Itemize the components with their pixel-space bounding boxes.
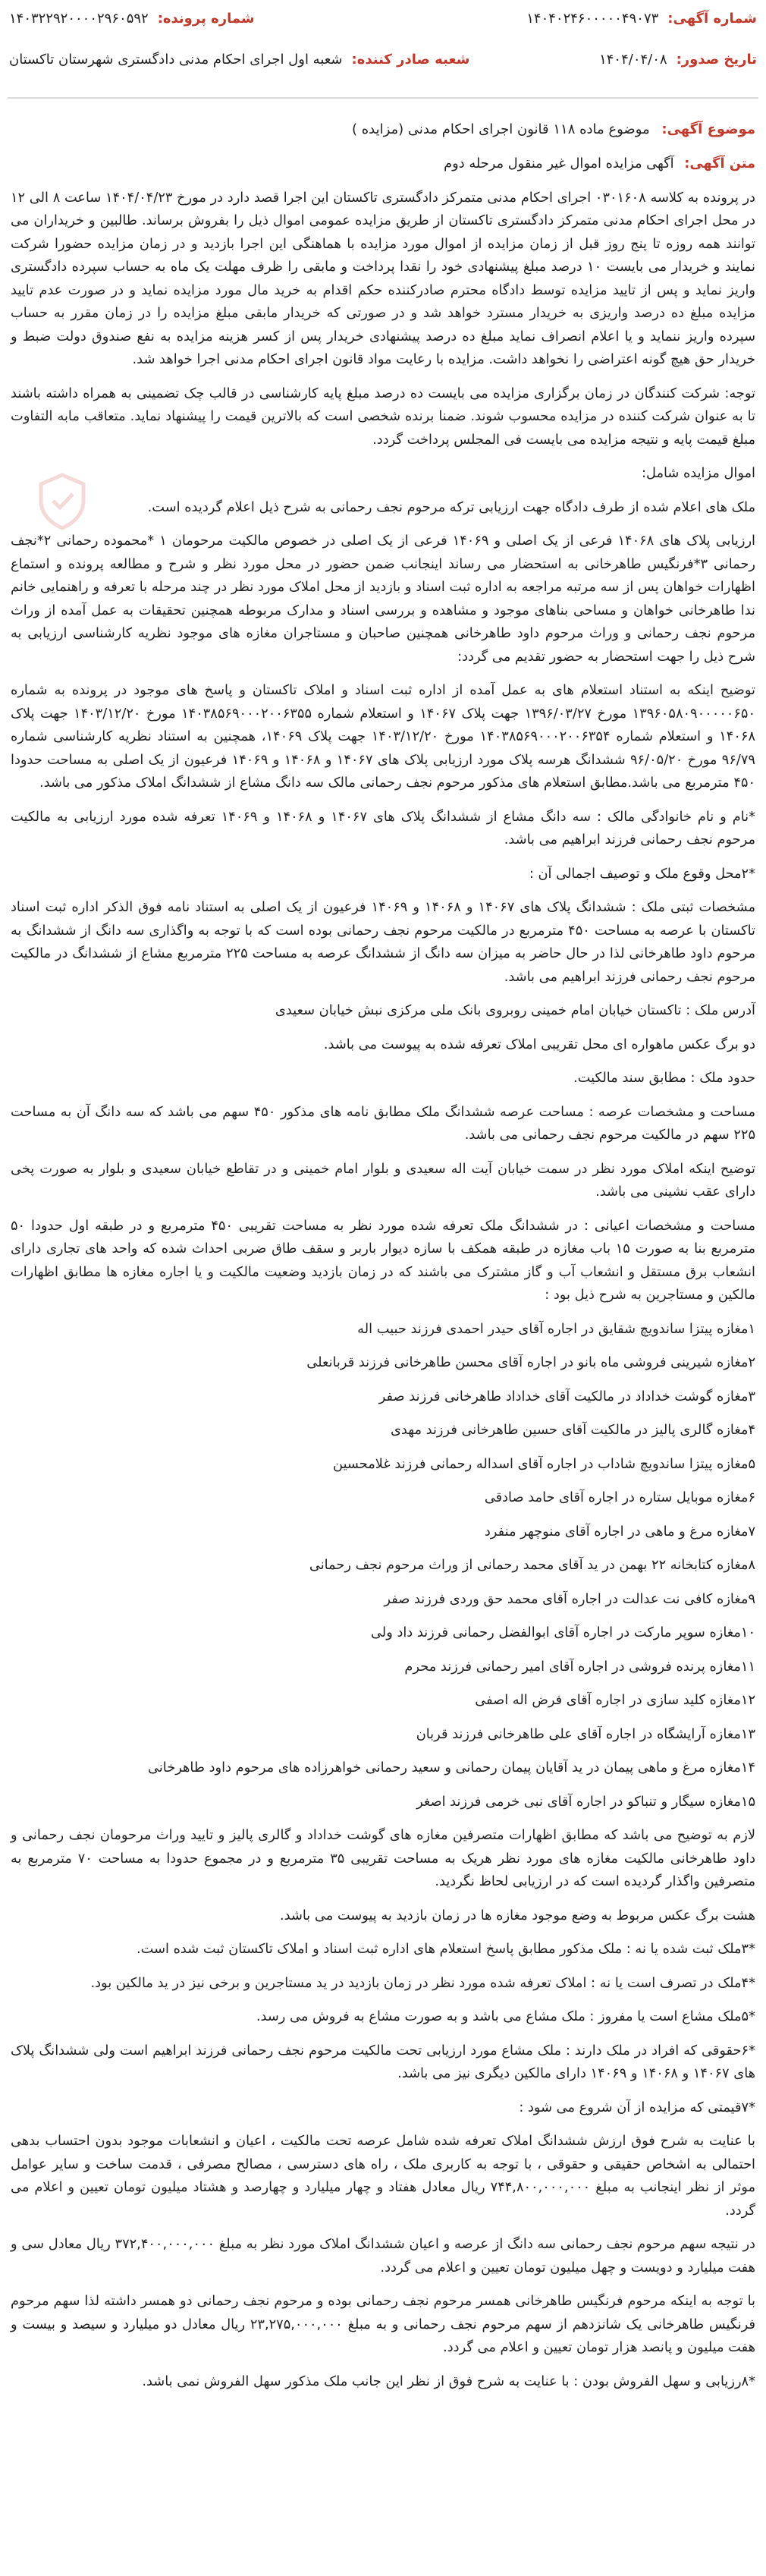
paragraph: مساحت و مشخصات اعیانی : در ششدانگ ملک تعرفه شده مورد نظر به مساحت تقریبی ۴۵۰ مترمربع و در طبقه اول حدودا ۵۰ مترمربع بنا به صورت ۱۵ باب مغازه در طبقه همکف با سازه دیوار باربر و سقف طاق ضربی احداث شده که واحد های تجاری دارای انشعاب برق مستقل و انشعاب آب و گاز مشترک می باشند که در زمان بازدید وضعیت مالکیت و یا اجاره مغازه ها مطابق اظهارات مالکین و مستاجرین به شرح ذیل بود :: [11, 1217, 755, 1303]
ad-title: آگهی مزایده اموال غیر منقول مرحله دوم: [444, 156, 674, 171]
paragraph: *۳ملک ثبت شده یا نه : ملک مذکور مطابق پاسخ استعلام های اداره ثبت اسناد و املاک تاکستان ثبت شده است.: [137, 1941, 755, 1957]
paragraph: *نام و نام خانوادگی مالک : سه دانگ مشاع از ششدانگ پلاک های ۱۴۰۶۷ و ۱۴۰۶۸ و ۱۴۰۶۹ تعرفه شده مورد ارزیابی به مالکیت مرحوم نجف رحمانی فرزند ابراهیم می باشد.: [11, 808, 755, 848]
issuer-label: شعبه صادر کننده:: [351, 52, 470, 68]
paragraph: *۴ملک در تصرف است یا نه : املاک تعرفه شده مورد نظر در زمان بازدید در ید مستاجرین و برخی نیز در ید مالکین بود.: [90, 1974, 755, 1991]
ad-header: [9, 0, 757, 93]
issuer: [9, 52, 469, 68]
ad-number: [526, 11, 757, 27]
shop-item: ۹مغازه کافی نت عدالت در اجاره آقای محمد حق وردی فرزند صفر: [384, 1590, 755, 1607]
paragraph: ملک های اعلام شده از طرف دادگاه جهت ارزیابی ترکه مرحوم نجف رحمانی به شرح ذیل اعلام گردیده است.: [147, 499, 755, 515]
paragraph: هشت برگ عکس مربوط به وضع موجود مغازه ها در زمان بازدید به پیوست می باشد.: [279, 1907, 755, 1923]
shop-list: [11, 1318, 755, 1814]
paragraph: *۶حقوقی که افراد در ملک دارند : ملک مشاع مورد ارزیابی تحت مالکیت مرحوم نجف رحمانی فرزند ابراهیم است ولی ششدانگ پلاک های ۱۴۰۶۷ و ۱۴۰۶۸ و ۱۴۰۶۹ دارای مالکین دیگری نیز می باشد.: [11, 2042, 755, 2081]
paragraph: در پرونده به کلاسه ۰۳۰۱۶۰۸ اجرای احکام مدنی متمرکز دادگستری تاکستان این اجرا قصد دارد در مورخ ۱۴۰۴/۰۴/۲۳ ساعت ۸ الی ۱۲ در محل اجرای احکام مدنی متمرکز دادگستری تاکستان از طریق مزایده عمومی اموال ذیل را بفروش برساند. طالبین و خریداران می توانند همه روزه تا پنج روز قبل از زمان مزایده از اموال مورد مزایده با هماهنگی این اجرا بازدید و در زمان مزایده حضورا شرکت نمایند و خریدار می بایست ۱۰ درصد مبلغ پیشنهادی خود را نقدا پرداخت و مابقی را ظرف مهلت یک ماه به حساب سپرده دادگستری واریز نماید و پس از تایید مزایده توسط دادگاه محترم صادرکننده حکم اقدام به خرید مال مورد مزایده نماید و در صورت عدم تایید مزایده مبلغ ده درصد واریزی به خریدار مسترد خواهد شد و در صورتی که خریدار مابقی مبلغ مزایده را در زمان مقرر به حساب سپرده واریز ننماید و یا اعلام انصراف نماید مبلغ ده درصد پیشنهادی خریدار پس از کسر هزینه مزایده به نفع صندوق دولت ضبط و خریدار حق هیچ گونه اعتراضی را نخواهد داشت. مزایده با رعایت مواد قانون اجرای احکام مدنی اجرا خواهد شد.: [11, 189, 755, 367]
case-number: [9, 11, 255, 27]
shop-item: ۱مغازه پیتزا ساندویچ شقایق در اجاره آقای حیدر احمدی فرزند حبیب اله: [357, 1320, 755, 1337]
shop-item: ۱۱مغازه پرنده فروشی در اجاره آقای امیر رحمانی فرزند محرم: [404, 1658, 755, 1675]
ad-body: [11, 153, 755, 2393]
header-row-2: [9, 52, 757, 93]
paragraph: *۲محل وقوع ملک و توصیف اجمالی آن :: [529, 865, 755, 882]
subject-value: موضوع ماده ۱۱۸ قانون اجرای احکام مدنی (مزایده ): [351, 121, 650, 137]
ad-number-label: شماره آگهی:: [667, 11, 757, 27]
shop-item: ۲مغازه شیرینی فروشی ماه بانو در اجاره آقای محسن طاهرخانی فرزند قربانعلی: [306, 1354, 755, 1370]
shop-item: ۳مغازه گوشت خداداد در مالکیت آقای خداداد طاهرخانی فرزند صفر: [378, 1388, 755, 1404]
paragraph: اموال مزایده شامل:: [642, 465, 755, 481]
shop-item: ۱۰مغازه سوپر مارکت در اجاره آقای ابوالفضل رحمانی فرزند داد ولی: [370, 1625, 755, 1640]
watermark-icon: [32, 470, 93, 531]
header-divider: [8, 97, 758, 99]
ad-number-value: ۱۴۰۴۰۲۴۶۰۰۰۰۰۴۹۰۷۳: [526, 11, 659, 27]
paragraph: *۵ملک مشاع است یا مفروز : ملک مشاع می باشد و به صورت مشاع به فروش می رسد.: [256, 2008, 755, 2024]
paragraph: مساحت و مشخصات عرصه : مساحت عرصه ششدانگ ملک مطابق نامه های مذکور ۴۵۰ سهم می باشد که سه دانگ آن به مساحت ۲۲۵ سهم در مالکیت مرحوم نجف رحمانی می باشد.: [11, 1103, 755, 1143]
shop-item: ۷مغازه مرغ و ماهی در اجاره آقای منوچهر منفرد: [484, 1523, 755, 1540]
header-row-1: [9, 11, 757, 52]
paragraph: توجه: شرکت کنندگان در زمان برگزاری مزایده می بایست ده درصد مبلغ پایه کارشناسی در قالب چک تضمینی به همراه داشته باشند تا به عنوان شرکت کننده در مزایده محسوب شوند. ضمنا برنده شخصی است که بالاترین قیمت را پیشنهاد نماید. متعاقب مابه التفاوت مبلغ قیمت پایه و نتیجه مزایده می بایست فی المجلس پرداخت گردد.: [11, 385, 755, 448]
shop-item: ۱۲مغازه کلید سازی در اجاره آقای فرض اله اصفی: [475, 1692, 755, 1708]
shop-item: ۱۴مغازه مرغ و ماهی پیمان در ید آقایان پیمان رحمانی و سعید رحمانی خواهرزاده های مرحوم داود طاهرخانی: [148, 1760, 755, 1776]
shop-item: ۴مغازه گالری پالیز در مالکیت آقای حسین طاهرخانی فرزند مهدی: [391, 1422, 755, 1438]
paragraph: با توجه به اینکه مرحوم فرنگیس طاهرخانی همسر مرحوم نجف رحمانی بوده و مرحوم نجف رحمانی دو همسر داشته لذا سهم مرحوم فرنگیس طاهرخانی یک شانزدهم از سهم مرحوم نجف رحمانی و به مبلغ ۲۳,۲۷۵,۰۰۰,۰۰۰ ریال معادل دو میلیارد و سیصد و بیست و هفت میلیون و پانصد هزار تومان تعیین و اعلام می گردد.: [11, 2293, 755, 2355]
issuer-value: شعبه اول اجرای احکام مدنی دادگستری شهرستان تاکستان: [9, 52, 343, 68]
paragraph: توضیح اینکه املاک مورد نظر در سمت خیابان آیت اله سعیدی و بلوار امام خمینی و در تقاطع خیابان سعیدی و بلوار به صورت پخی دارای عقب نشینی می باشد.: [11, 1160, 755, 1200]
paragraph: توضیح اینکه به استناد استعلام های به عمل آمده از اداره ثبت اسناد و املاک تاکستان و پاسخ های موجود در پرونده به شماره ۱۳۹۶۰۵۸۰۹۰۰۰۰۰۶۵۰ مورخ ۱۳۹۶/۰۳/۲۷ جهت پلاک ۱۴۰۶۷ و استعلام شماره ۱۴۰۳۸۵۶۹۰۰۰۲۰۰۶۳۵۵ مورخ ۱۴۰۳/۱۲/۲۰ جهت پلاک ۱۴۰۶۸ و استعلام شماره ۱۴۰۳۸۵۶۹۰۰۰۲۰۰۶۳۵۴ مورخ ۱۴۰۳/۱۲/۲۰ جهت پلاک ۱۴۰۶۹، همچنین به استناد نظریه کارشناسی شماره ۹۶/۷۹ مورخ ۹۶/۰۵/۲۰ ششدانگ هرسه پلاک مورد ارزیابی پلاک های ۱۴۰۶۷ و ۱۴۰۶۸ و ۱۴۰۶۹ فرعیون از یک اصلی به مساحت حدودا ۴۵۰ مترمربع می باشد.مطابق استعلام های مذکور مرحوم نجف رحمانی مالک سه دانگ مشاع از ششدانگ املاک مذکور می باشد.: [11, 682, 756, 791]
shop-item: ۶مغازه موبایل ستاره در اجاره آقای حامد صادقی: [484, 1489, 755, 1505]
paragraph: ارزیابی پلاک های ۱۴۰۶۸ فرعی از یک اصلی و ۱۴۰۶۹ فرعی از یک اصلی در خصوص مالکیت مرحومان ۱ *محموده رحمانی ۲*نجف رحمانی ۳*فرنگیس طاهرخانی به استحضار می رساند اینجانب ضمن حضور در محل مورد نظر و شرح و مطالعه پرونده و استماع اظهارات خواهان پس از سه مرتبه مراجعه به اداره ثبت اسناد و بازدید از محل املاک مورد نظر در چند مرحله با تعرفه و راهنمایی خانم ندا طاهرخانی خواهان و مساحی بناهای موجود و مشاهده و بررسی اسناد و مدارک مربوطه همچنین تحقیقات به عمل آمده از وراث مرحوم نجف رحمانی و وراث مرحوم داود طاهرخانی همچنین صاحبان و مستاجران مغازه های موجود نظریه کارشناسی ارزیابی به شرح ذیل را جهت استحضار به حضور تقدیم می گردد:: [11, 533, 755, 665]
ad-paragraphs: [11, 187, 755, 1307]
ad-intro: [11, 153, 755, 176]
case-number-value: ۱۴۰۳۲۲۹۲۰۰۰۰۲۹۶۰۵۹۲: [9, 11, 149, 27]
paragraph: با عنایت به شرح فوق ارزش ششدانگ املاک تعرفه شده شامل عرصه تحت مالکیت ، اعیان و انشعابات موجود بدون احتساب بدهی احتمالی به اشخاص حقیقی و حقوقی ، با توجه به کاربری ملک ، راه های دسترسی ، مصالح مصرفی ، قدمت ساخت و سایر عوامل موثر از نظر اینجانب به مبلغ ۷۴۴,۸۰۰,۰۰۰,۰۰۰ ریال معادل هفتاد و چهار میلیارد و چهارصد و هشتاد میلیون تومان تعیین و اعلام می گردد.: [11, 2133, 755, 2219]
paragraph: آدرس ملک : تاکستان خیابان امام خمینی روبروی بانک ملی مرکزی نبش خیابان سعیدی: [275, 1002, 755, 1018]
paragraph: *۸رزیابی و سهل الفروش بودن : با عنایت به شرح فوق از نظر این جانب ملک مذکور سهل الفروش نمی باشد.: [142, 2373, 755, 2389]
paragraph: حدود ملک : مطابق سند مالکیت.: [573, 1070, 755, 1086]
ad-subject: [11, 121, 755, 137]
shop-item: ۱۳مغازه آرایشگاه در اجاره آقای علی طاهرخانی فرزند قربان: [416, 1725, 755, 1742]
text-label: متن آگهی:: [684, 156, 755, 171]
paragraph: در نتیجه سهم مرحوم نجف رحمانی سه دانگ از عرصه و اعیان ششدانگ املاک مورد نظر به مبلغ ۳۷۲,۴۰۰,۰۰۰,۰۰۰ ریال معادل سی و هفت میلیارد و دویست و چهل میلیون تومان تعیین و اعلام می گردد.: [11, 2236, 755, 2276]
ad-paragraphs-after: [11, 1824, 755, 2393]
case-number-label: شماره پرونده:: [157, 11, 255, 27]
issue-date-value: ۱۴۰۴/۰۴/۰۸: [599, 52, 667, 68]
paragraph: دو برگ عکس ماهواره ای محل تقریبی املاک تعرفه شده به پیوست می باشد.: [323, 1036, 755, 1052]
paragraph: *۷قیمتی که مزایده از آن شروع می شود :: [519, 2099, 755, 2115]
subject-label: موضوع آگهی:: [661, 121, 755, 137]
shop-item: ۸مغازه کتابخانه ۲۲ بهمن در ید آقای محمد رحمانی از وراث مرحوم نجف رحمانی: [309, 1557, 755, 1573]
shop-item: ۵مغازه پیتزا ساندویچ شاداب در اجاره آقای اسداله رحمانی فرزند غلامحسین: [333, 1455, 755, 1472]
shop-item: ۱۵مغازه سیگار و تنباکو در اجاره آقای نبی خرمی فرزند اصغر: [416, 1793, 755, 1810]
issue-date: [599, 52, 757, 68]
paragraph: لازم به توضیح می باشد که مطابق اظهارات متصرفین مغازه های گوشت خداداد و گالری پالیز و تایید وراث مرحومان نجف رحمانی و داود طاهرخانی مالکیت مغازه های مورد نظر هریک به مساحت تقریبی ۳۵ مترمربع و در مجموع حدودا به مساحت ۷۰ مترمربع به متصرفین واگذار گردیده است که در ارزیابی لحاظ نگردید.: [11, 1827, 755, 1889]
issue-date-label: تاریخ صدور:: [676, 52, 757, 68]
paragraph: مشخصات ثبتی ملک : ششدانگ پلاک های ۱۴۰۶۷ و ۱۴۰۶۸ و ۱۴۰۶۹ فرعیون از یک اصلی به استناد نامه فوق الذکر اداره ثبت اسناد تاکستان با عرصه به مساحت ۴۵۰ مترمربع در مالکیت مرحوم نجف رحمانی بوده است که با توجه به واگذاری سه دانگ از ششدانگ به مرحوم داود طاهرخانی لذا در حال حاضر به میزان سه دانگ از ششدانگ عرصه به مساحت ۲۲۵ مترمربع مشاع از ششدانگ در مالکیت مرحوم نجف رحمانی فرزند ابراهیم می باشد.: [11, 899, 755, 985]
